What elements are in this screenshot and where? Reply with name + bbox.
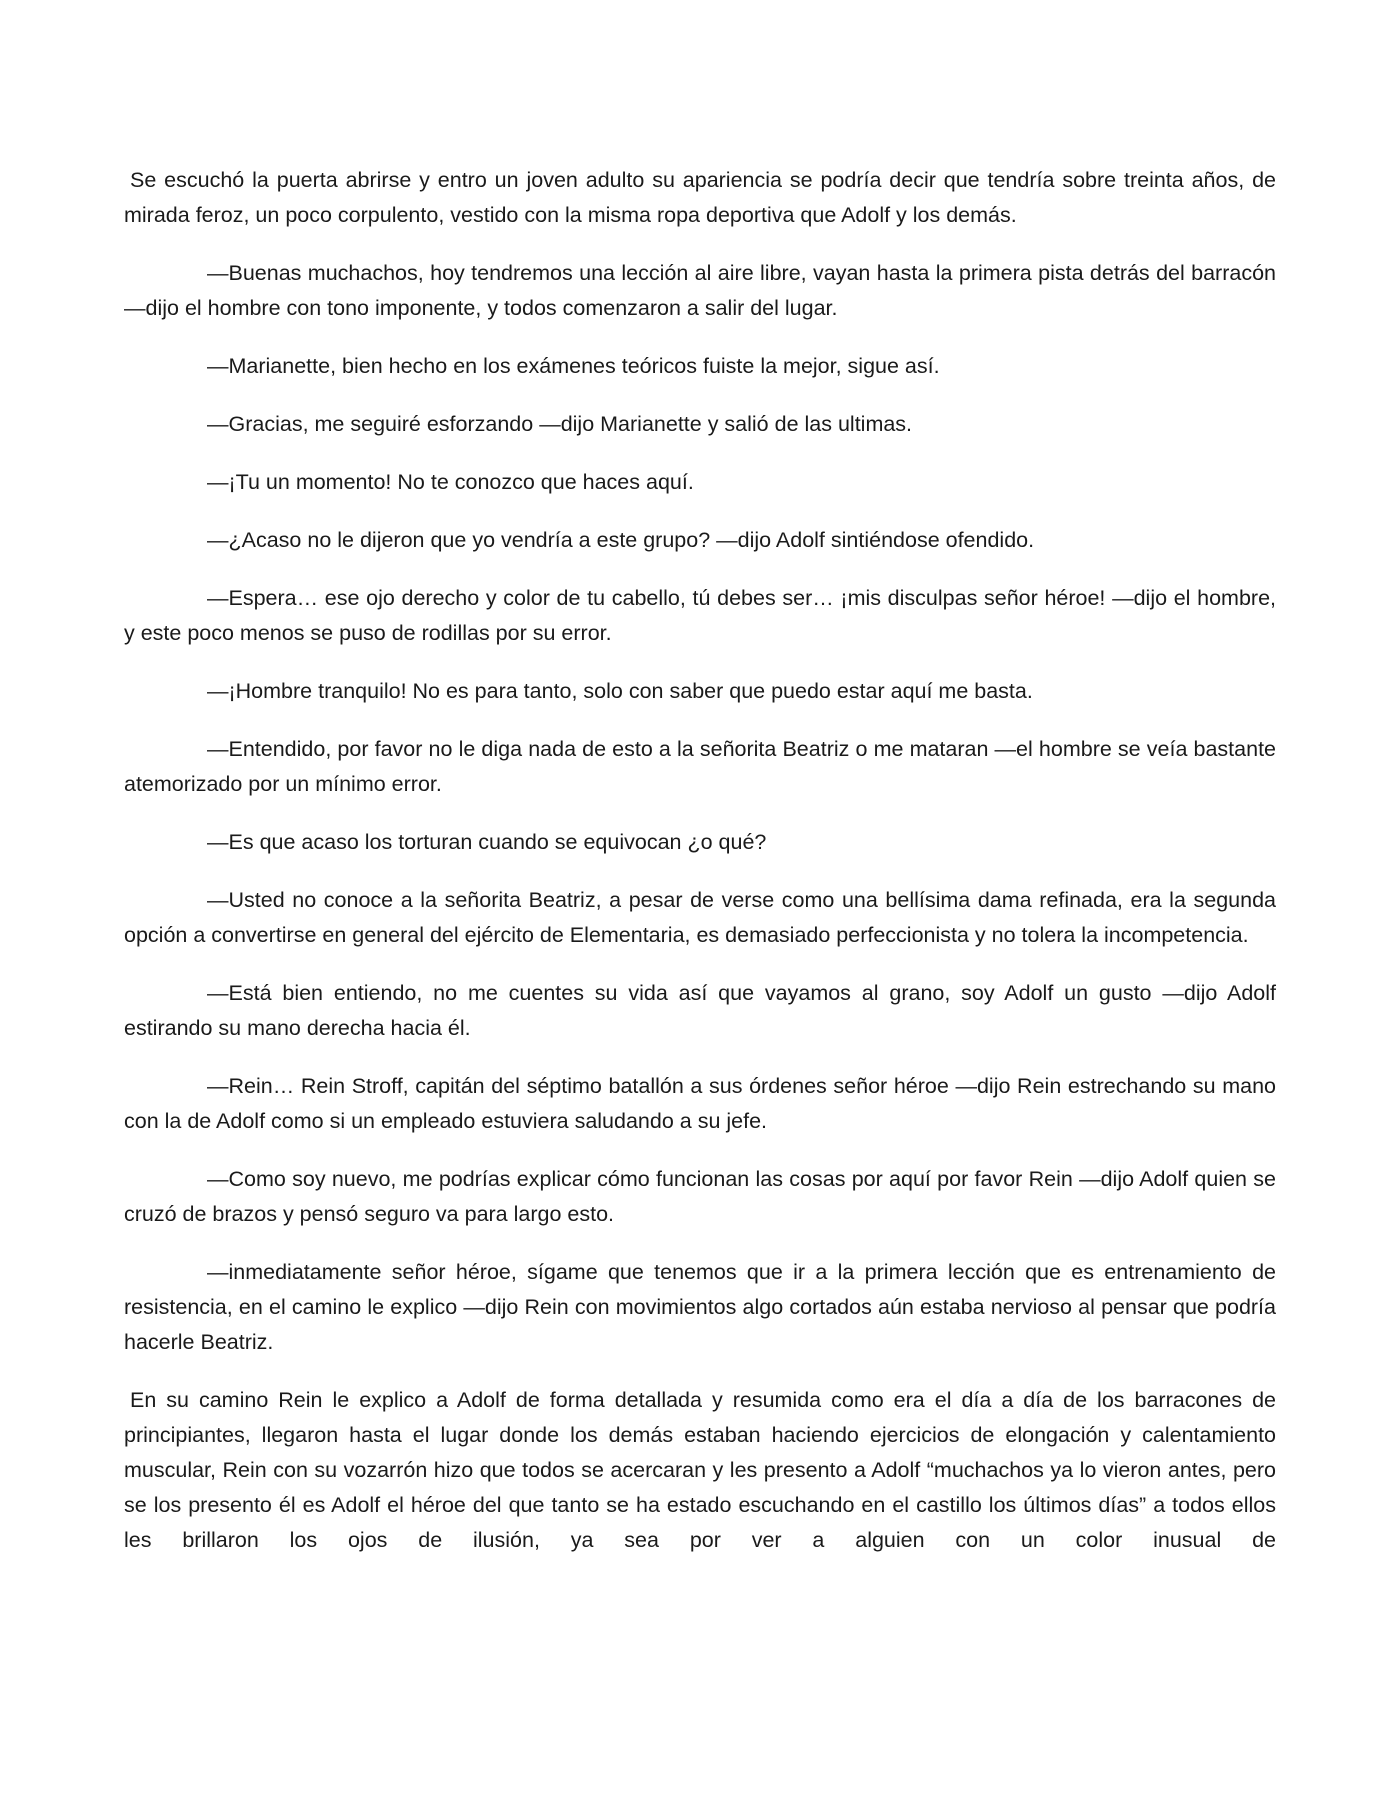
paragraph: —Como soy nuevo, me podrías explicar cómo funcionan las cosas por aquí por favor Rein —dijo Adolf quien se cruzó de brazos y pensó seguro va para largo esto.: [124, 1167, 1276, 1226]
paragraph: —¡Tu un momento! No te conozco que haces aquí.: [207, 470, 694, 494]
paragraph: En su camino Rein le explico a Adolf de forma detallada y resumida como era el día a día de los barracones de principiantes, llegaron hasta el lugar donde los demás estaban haciendo ejercicios de elongación y calentamiento muscular, Rein con su vozarrón hizo que todos se acercaran y les presento a Adolf “muchachos ya lo vieron antes, pero se los presento él es Adolf el héroe del que tanto se ha estado escuchando en el castillo los últimos días” a todos ellos les brillaron los ojos de ilusión, ya sea por ver a alguien con un color inusual de: [124, 1388, 1276, 1552]
paragraph: —¿Acaso no le dijeron que yo vendría a este grupo? —dijo Adolf sintiéndose ofendido.: [207, 528, 1035, 552]
paragraph: —inmediatamente señor héroe, sígame que tenemos que ir a la primera lección que es entrenamiento de resistencia, en el camino le explico —dijo Rein con movimientos algo cortados aún estaba nervioso al pensar que podría hacerle Beatriz.: [124, 1260, 1276, 1354]
paragraph: —¡Hombre tranquilo! No es para tanto, solo con saber que puedo estar aquí me basta.: [207, 679, 1033, 703]
paragraph: —Usted no conoce a la señorita Beatriz, a pesar de verse como una bellísima dama refinada, era la segunda opción a convertirse en general del ejército de Elementaria, es demasiado perfeccionista y no tolera la incompetencia.: [124, 888, 1276, 947]
paragraph: —Rein… Rein Stroff, capitán del séptimo batallón a sus órdenes señor héroe —dijo Rein estrechando su mano con la de Adolf como si un empleado estuviera saludando a su jefe.: [124, 1074, 1276, 1133]
document-body: [124, 163, 1276, 1558]
paragraph: —Entendido, por favor no le diga nada de esto a la señorita Beatriz o me mataran —el hombre se veía bastante atemorizado por un mínimo error.: [124, 737, 1276, 796]
paragraph: Se escuchó la puerta abrirse y entro un joven adulto su apariencia se podría decir que tendría sobre treinta años, de mirada feroz, un poco corpulento, vestido con la misma ropa deportiva que Adolf y los demás.: [124, 168, 1276, 227]
paragraph: —Buenas muchachos, hoy tendremos una lección al aire libre, vayan hasta la primera pista detrás del barracón —dijo el hombre con tono imponente, y todos comenzaron a salir del lugar.: [124, 261, 1276, 320]
paragraph: —Está bien entiendo, no me cuentes su vida así que vayamos al grano, soy Adolf un gusto —dijo Adolf estirando su mano derecha hacia él.: [124, 981, 1276, 1040]
paragraph: —Es que acaso los torturan cuando se equivocan ¿o qué?: [207, 830, 767, 854]
paragraph: —Marianette, bien hecho en los exámenes teóricos fuiste la mejor, sigue así.: [207, 354, 940, 378]
paragraph: —Espera… ese ojo derecho y color de tu cabello, tú debes ser… ¡mis disculpas señor héroe! —dijo el hombre, y este poco menos se puso de rodillas por su error.: [124, 586, 1276, 645]
paragraph: —Gracias, me seguiré esforzando —dijo Marianette y salió de las ultimas.: [207, 412, 913, 436]
